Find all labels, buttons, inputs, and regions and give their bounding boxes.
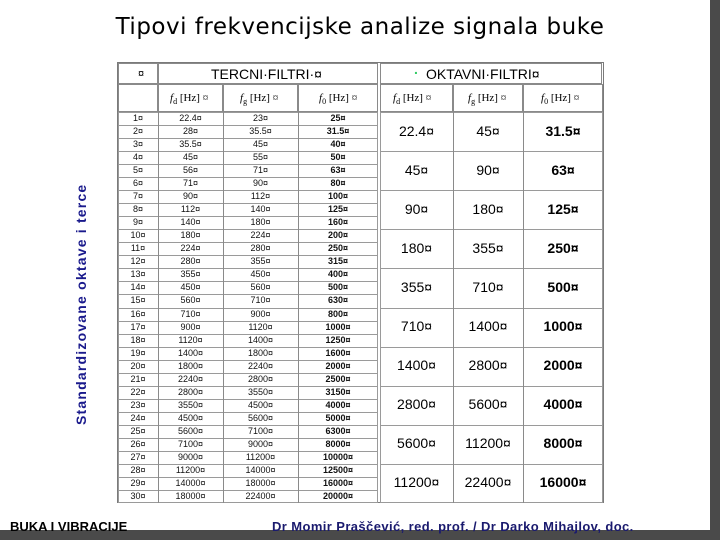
oct-f0: 4000¤ — [543, 396, 583, 413]
terc-index: 22¤ — [130, 386, 146, 397]
terc-fg: 2800¤ — [247, 373, 274, 384]
terc-fg: 355¤ — [250, 256, 271, 267]
terc-index: 15¤ — [130, 295, 146, 306]
terc-index: 20¤ — [130, 360, 146, 371]
terc-index: 30¤ — [130, 490, 146, 501]
oct-col-divider — [453, 112, 454, 503]
footer-course: BUKA I VIBRACIJE — [10, 519, 128, 534]
terc-fg: 11200¤ — [245, 451, 276, 462]
oct-fg: 45¤ — [476, 122, 500, 139]
terc-fg: 22400¤ — [245, 490, 276, 501]
terc-fg: 90¤ — [252, 178, 269, 189]
terc-fg: 14000¤ — [245, 464, 276, 475]
oct-fd: 355¤ — [400, 278, 433, 295]
terc-f0: 4000¤ — [325, 399, 351, 410]
terc-fd: 112¤ — [180, 204, 201, 215]
terc-f0: 63¤ — [330, 165, 346, 176]
oct-f0: 125¤ — [547, 200, 579, 217]
terc-f0: 80¤ — [330, 178, 346, 189]
terc-fd: 35.5¤ — [179, 139, 202, 150]
oct-fg: 180¤ — [472, 200, 504, 217]
terc-index: 5¤ — [132, 165, 143, 176]
terc-f0: 160¤ — [327, 217, 349, 228]
terc-fg: 7100¤ — [247, 425, 274, 436]
terc-index: 28¤ — [130, 464, 146, 475]
terc-f0: 400¤ — [327, 269, 349, 280]
terc-fg: 1800¤ — [247, 347, 274, 358]
terc-index: 17¤ — [130, 321, 146, 332]
terc-fd: 56¤ — [182, 165, 199, 176]
terc-f0: 125¤ — [327, 204, 349, 215]
terc-index: 18¤ — [130, 334, 146, 345]
terc-fg: 18000¤ — [245, 477, 276, 488]
oct-fg: 5600¤ — [468, 396, 508, 413]
terc-fd: 28¤ — [182, 126, 199, 137]
terc-f0: 20000¤ — [322, 490, 354, 501]
oct-header — [380, 63, 602, 84]
terc-fd: 1120¤ — [178, 334, 203, 345]
terc-index: 12¤ — [130, 256, 146, 267]
terc-index: 11¤ — [130, 243, 146, 254]
terc-fd: 450¤ — [180, 282, 201, 293]
terc-f0: 800¤ — [327, 308, 349, 319]
oct-fd: 45¤ — [404, 161, 429, 178]
oct-f0: 63¤ — [551, 161, 575, 178]
terc-fd: 71¤ — [182, 178, 199, 189]
terc-f0: 5000¤ — [325, 412, 351, 423]
terc-fg: 4500¤ — [247, 399, 274, 410]
terc-index: 8¤ — [132, 204, 143, 215]
terc-fd: 7100¤ — [177, 438, 204, 449]
side-label: Standardizovane oktave i terce — [73, 183, 89, 425]
oct-row-divider — [380, 229, 603, 230]
subhdr-blank — [118, 84, 158, 112]
terc-index: 23¤ — [130, 399, 146, 410]
terc-fd: 90¤ — [182, 191, 199, 202]
oct-fd: 710¤ — [400, 318, 433, 335]
terc-col-divider — [158, 112, 159, 503]
oct-fd: 1400¤ — [397, 357, 436, 374]
terc-fg: 112¤ — [250, 191, 271, 202]
terc-fg: 5600¤ — [247, 412, 274, 423]
terc-index: 1¤ — [132, 113, 143, 123]
subhdr-terc-f0: $f_0$ [Hz] ¤ — [298, 84, 378, 112]
terc-fg: 55¤ — [252, 152, 269, 163]
corner-mark: ¤ — [138, 68, 145, 80]
terc-fg: 9000¤ — [247, 438, 274, 449]
terc-index: 26¤ — [130, 438, 146, 449]
terc-fd: 2240¤ — [177, 373, 204, 384]
corner-cell — [118, 63, 158, 84]
terc-f0: 200¤ — [327, 230, 349, 241]
oct-fg: 90¤ — [476, 161, 500, 178]
terc-f0: 630¤ — [327, 295, 349, 306]
terc-f0: 250¤ — [327, 243, 349, 254]
slide-title: Tipovi frekvencijske analize signala buke — [115, 14, 605, 40]
terc-fg: 224¤ — [250, 230, 271, 241]
terc-fg: 900¤ — [250, 308, 271, 319]
terc-fg: 35.5¤ — [249, 126, 272, 137]
oct-fd: 90¤ — [404, 200, 429, 217]
oct-fg: 2800¤ — [468, 357, 508, 374]
terc-f0: 100¤ — [327, 191, 349, 202]
oct-f0: 16000¤ — [539, 474, 587, 491]
terc-fd: 180¤ — [180, 230, 201, 241]
terc-col-divider — [298, 112, 299, 503]
terc-fd: 280¤ — [180, 256, 201, 267]
oct-row-divider — [380, 151, 603, 152]
terc-f0: 40¤ — [330, 139, 346, 150]
oct-fd: 22.4¤ — [398, 122, 435, 139]
terc-fd: 11200¤ — [175, 464, 206, 475]
oct-row-divider — [380, 386, 603, 387]
terc-f0: 10000¤ — [322, 451, 354, 462]
terc-index: 16¤ — [130, 308, 146, 319]
oct-f0: 250¤ — [547, 239, 579, 256]
footer-authors: Dr Momir Praščević, red. prof. / Dr Darko Mihajlov, doc. — [272, 519, 634, 534]
terc-fd: 560¤ — [180, 295, 201, 306]
terc-index: 4¤ — [132, 152, 143, 163]
terc-fg: 23¤ — [252, 113, 269, 123]
terc-f0: 1000¤ — [325, 321, 351, 332]
terc-index: 19¤ — [130, 347, 146, 358]
terc-index: 13¤ — [130, 269, 146, 280]
terc-index: 9¤ — [132, 217, 143, 228]
terc-f0: 2500¤ — [325, 373, 351, 384]
oct-row-divider — [380, 425, 603, 426]
terc-fd: 22.4¤ — [179, 113, 202, 123]
terc-fd: 355¤ — [180, 269, 201, 280]
terc-index: 29¤ — [130, 477, 146, 488]
terc-fd: 1400¤ — [177, 347, 204, 358]
oct-fg: 1400¤ — [468, 318, 508, 335]
oct-fg: 22400¤ — [464, 474, 512, 491]
terc-index: 3¤ — [132, 139, 143, 150]
terc-f0: 16000¤ — [322, 477, 354, 488]
terc-fg: 1120¤ — [248, 321, 273, 332]
terc-fd: 3550¤ — [177, 399, 204, 410]
subhdr-oct-f0: $f_0$ [Hz] ¤ — [523, 84, 603, 112]
oct-f0: 500¤ — [547, 278, 579, 295]
oct-f0: 1000¤ — [543, 318, 583, 335]
terc-f0: 500¤ — [327, 282, 349, 293]
terc-fd: 1800¤ — [177, 360, 204, 371]
terc-fg: 1400¤ — [247, 334, 274, 345]
terc-f0: 6300¤ — [325, 425, 351, 436]
oct-f0: 2000¤ — [543, 357, 583, 374]
subhdr-oct-fd: $f_d$ [Hz] ¤ — [380, 84, 453, 112]
terc-f0: 25¤ — [330, 113, 346, 123]
slide-frame-right — [710, 0, 720, 540]
terc-fd: 4500¤ — [177, 412, 204, 423]
terc-fg: 2240¤ — [247, 360, 274, 371]
terc-header — [158, 63, 378, 84]
oct-row-divider — [380, 190, 603, 191]
terc-title: TERCNI·FILTRI·¤ — [211, 66, 322, 82]
terc-fd: 140¤ — [180, 217, 201, 228]
octave-third-table — [117, 62, 604, 503]
terc-fg: 710¤ — [250, 295, 271, 306]
terc-fg: 140¤ — [250, 204, 271, 215]
terc-col-divider — [223, 112, 224, 503]
terc-fd: 14000¤ — [175, 477, 206, 488]
subhdr-terc-fd: $f_d$ [Hz] ¤ — [158, 84, 223, 112]
terc-fd: 710¤ — [180, 308, 201, 319]
subhdr-terc-fg: $f_g$ [Hz] ¤ — [223, 84, 298, 112]
terc-fd: 2800¤ — [177, 386, 204, 397]
terc-index: 7¤ — [132, 191, 143, 202]
terc-fg: 450¤ — [250, 269, 271, 280]
oct-row-divider — [380, 347, 603, 348]
terc-fd: 18000¤ — [175, 490, 206, 501]
terc-f0: 315¤ — [327, 256, 349, 267]
terc-fd: 224¤ — [180, 243, 201, 254]
terc-f0: 12500¤ — [322, 464, 354, 475]
terc-fg: 3550¤ — [247, 386, 274, 397]
terc-fg: 560¤ — [250, 282, 271, 293]
terc-fg: 71¤ — [252, 165, 269, 176]
terc-fd: 9000¤ — [177, 451, 204, 462]
oct-row-divider — [380, 308, 603, 309]
terc-fd: 5600¤ — [177, 425, 204, 436]
oct-fg: 710¤ — [472, 278, 504, 295]
oct-fg: 11200¤ — [465, 435, 511, 452]
oct-fg: 355¤ — [472, 239, 504, 256]
oct-row-divider — [380, 464, 603, 465]
terc-f0: 31.5¤ — [326, 126, 350, 137]
terc-fg: 280¤ — [250, 243, 271, 254]
terc-f0: 8000¤ — [325, 438, 351, 449]
terc-index: 21¤ — [130, 373, 146, 384]
oct-fd: 2800¤ — [397, 396, 436, 413]
terc-index: 6¤ — [132, 178, 143, 189]
terc-f0: 3150¤ — [325, 386, 351, 397]
terc-fd: 900¤ — [180, 321, 201, 332]
oct-fd: 11200¤ — [393, 474, 440, 491]
oct-title-mark: . — [414, 61, 418, 77]
terc-f0: 1600¤ — [325, 347, 351, 358]
oct-fd: 180¤ — [400, 239, 433, 256]
oct-col-divider — [523, 112, 524, 503]
terc-index: 2¤ — [132, 126, 143, 137]
oct-row-divider — [380, 268, 603, 269]
terc-fg: 45¤ — [252, 139, 269, 150]
terc-f0: 1250¤ — [325, 334, 351, 345]
terc-index: 10¤ — [130, 230, 146, 241]
terc-f0: 50¤ — [330, 152, 346, 163]
terc-f0: 2000¤ — [325, 360, 351, 371]
oct-f0: 8000¤ — [543, 435, 583, 452]
oct-f0: 31.5¤ — [545, 122, 581, 139]
terc-index: 24¤ — [130, 412, 146, 423]
terc-fd: 45¤ — [182, 152, 199, 163]
terc-index: 27¤ — [130, 451, 146, 462]
oct-title: OKTAVNI·FILTRI¤ — [426, 66, 540, 82]
terc-index: 14¤ — [130, 282, 146, 293]
terc-fg: 180¤ — [250, 217, 271, 228]
terc-index: 25¤ — [130, 425, 146, 436]
subhdr-oct-fg: $f_g$ [Hz] ¤ — [453, 84, 523, 112]
oct-fd: 5600¤ — [397, 435, 436, 452]
